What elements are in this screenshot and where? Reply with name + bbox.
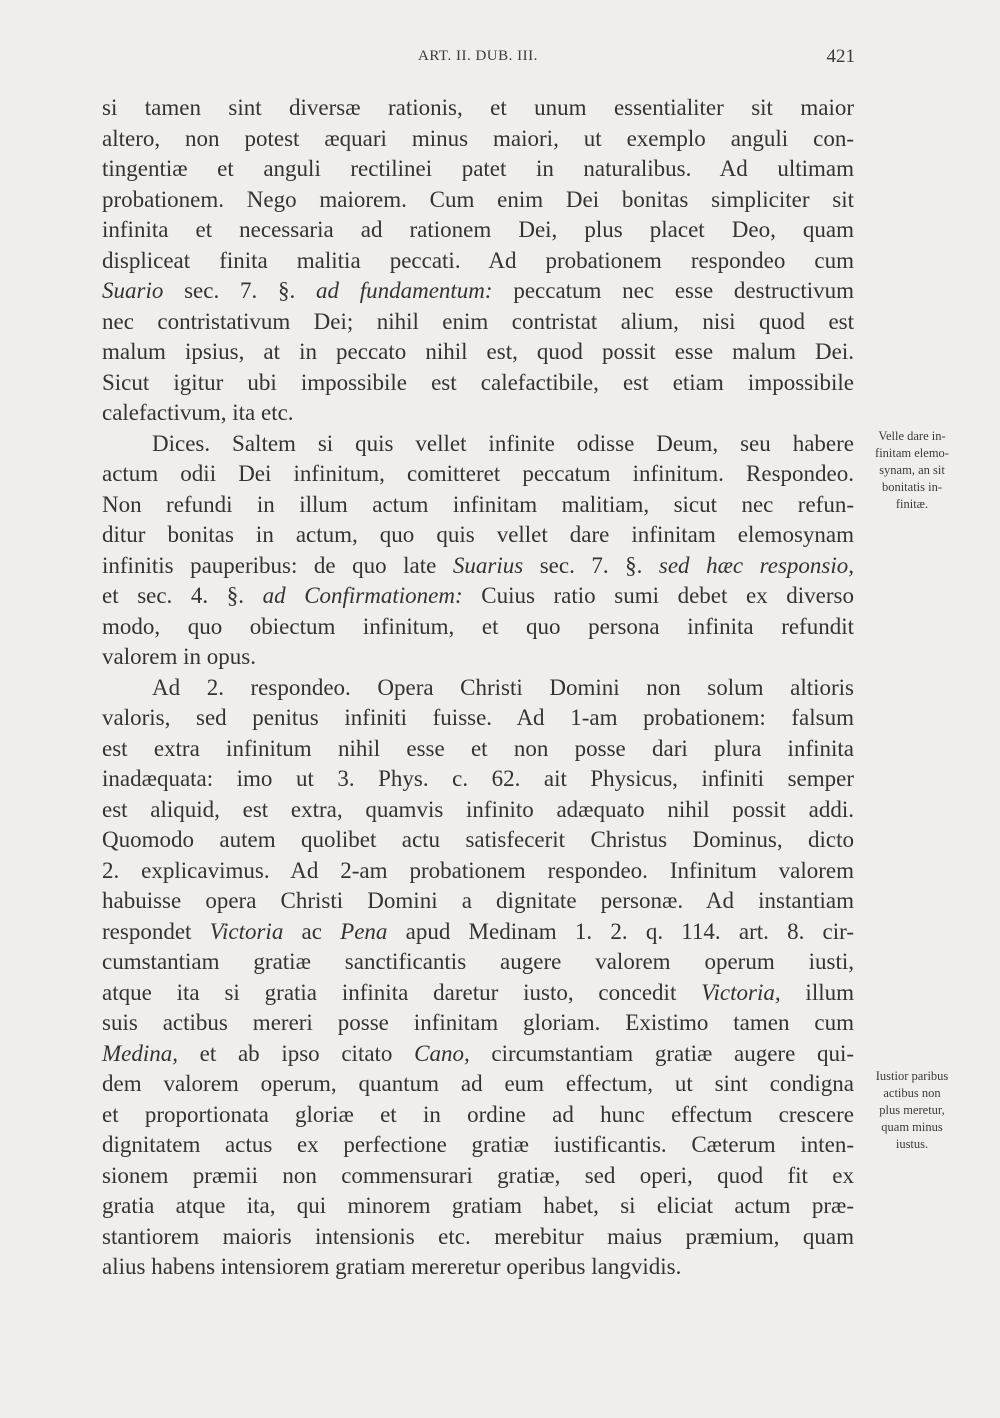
margin-note-line: plus meretur,	[879, 1103, 945, 1117]
margin-note-line: finitæ.	[895, 497, 929, 511]
text-line: inadæquata: imo ut 3. Phys. c. 62. ait Physicus, infiniti semper	[102, 766, 854, 791]
text-line: infinita et necessaria ad rationem Dei, plus placet Deo, quam	[102, 217, 854, 242]
margin-note-line: finitam elemo-	[875, 446, 949, 460]
text-line: et proportionata gloriæ et in ordine ad hunc effectum crescere	[102, 1101, 854, 1127]
italic-citation: Suario	[102, 278, 164, 303]
text-line: Ad 2. respondeo. Opera Christi Domini non solum altioris	[152, 674, 854, 700]
text-line: alius habens intensiorem gratiam mereretur operibus langvidis.	[102, 1254, 682, 1279]
margin-note-line: iustus.	[895, 1137, 929, 1151]
text-line: calefactivum, ita etc.	[102, 400, 294, 425]
running-header	[100, 48, 855, 72]
italic-citation: Victoria,	[701, 979, 781, 1005]
text-segment: et ab ipso citato	[178, 1040, 415, 1066]
text-line: nec contristativum Dei; nihil enim contristat alium, nisi quod est	[102, 308, 854, 334]
text-line	[102, 978, 854, 1009]
text-segment: atque ita si gratia infinita daretur iusto, concedit	[102, 979, 702, 1005]
text-segment: circumstantiam gratiæ augere qui-	[469, 1040, 854, 1066]
text-line: 2. explicavimus. Ad 2-am probationem respondeo. Infinitum valorem	[102, 857, 854, 883]
margin-note-velle-dare	[858, 428, 966, 513]
text-segment: Cuius ratio sumi debet ex diverso	[462, 583, 854, 608]
text-line: si tamen sint diversæ rationis, et unum essentialiter sit maior	[102, 95, 854, 120]
text-line: probationem. Nego maiorem. Cum enim Dei bonitas simpliciter sit	[102, 186, 854, 212]
text-line: stantiorem maioris intensionis etc. merebitur maius præmium, quam	[102, 1223, 854, 1249]
text-line	[102, 917, 854, 948]
italic-citation: Victoria	[209, 918, 284, 944]
text-line: altero, non potest æquari minus maiori, ut exemplo anguli con-	[102, 125, 854, 151]
text-segment: illum	[780, 979, 854, 1005]
text-line: dignitatem actus ex perfectione gratiæ iustificantis. Cæterum inten-	[102, 1132, 854, 1157]
body-text	[102, 93, 854, 1283]
margin-note-line: Velle dare in-	[878, 429, 946, 443]
text-line: valoris, sed penitus infiniti fuisse. Ad 1-am probationem: falsum	[102, 705, 854, 730]
text-line: est aliquid, est extra, quamvis infinito adæquato nihil possit addi.	[102, 796, 854, 822]
text-line: suis actibus mereri posse infinitam gloriam. Existimo tamen cum	[102, 1010, 854, 1035]
margin-note-line: bonitatis in-	[881, 480, 943, 494]
text-line	[102, 551, 854, 582]
text-line: tingentiæ et anguli rectilinei patet in naturalibus. Ad ultimam	[102, 156, 854, 181]
italic-citation: ad Confirmationem:	[262, 583, 463, 608]
italic-citation: Suarius	[452, 552, 524, 578]
text-line: Dices. Saltem si quis vellet infinite odisse Deum, seu habere	[152, 430, 854, 456]
italic-citation: Medina,	[102, 1040, 179, 1066]
running-head: ART. II. DUB. III.	[418, 48, 538, 64]
italic-citation: sed hæc responsio,	[658, 552, 854, 578]
text-line: ditur bonitas in actum, quo quis vellet dare infinitam elemosynam	[102, 522, 854, 547]
text-line	[102, 276, 854, 307]
text-line: malum ipsius, at in peccato nihil est, quod possit esse malum Dei.	[102, 339, 854, 364]
text-line: displiceat finita malitia peccati. Ad probationem respondeo cum	[102, 247, 854, 273]
margin-note-line: quam minus	[881, 1120, 943, 1134]
text-line: modo, quo obiectum infinitum, et quo persona infinita refundit	[102, 613, 854, 639]
text-line: dem valorem operum, quantum ad eum effectum, ut sint condigna	[102, 1071, 854, 1096]
text-line: sionem præmii non commensurari gratiæ, sed operi, quod fit ex	[102, 1162, 854, 1188]
text-segment: ac	[283, 918, 341, 944]
text-segment: et sec. 4. §.	[102, 583, 263, 608]
italic-citation: ad fundamentum:	[315, 278, 493, 303]
text-line: gratia atque ita, qui minorem gratiam habet, si eliciat actum præ-	[102, 1193, 854, 1218]
text-line: est extra infinitum nihil esse et non posse dari plura infinita	[102, 735, 854, 761]
text-segment: sec. 7. §.	[163, 278, 316, 303]
margin-note-line: synam, an sit	[879, 463, 945, 477]
text-segment: infinitis pauperibus: de quo late	[102, 552, 453, 578]
text-line	[102, 581, 854, 612]
text-segment: sec. 7. §.	[523, 552, 659, 578]
italic-citation: Cano,	[414, 1040, 470, 1066]
text-segment: apud Medinam 1. 2. q. 114. art. 8. cir-	[387, 918, 855, 944]
margin-note-line: Iustior paribus	[875, 1069, 949, 1083]
margin-note-line: actibus non	[883, 1086, 941, 1100]
text-line: Quomodo autem quolibet actu satisfecerit Christus Dominus, dicto	[102, 827, 854, 852]
margin-note-iustior-paribus	[858, 1068, 966, 1153]
text-line: actum odii Dei infinitum, comitteret peccatum infinitum. Respondeo.	[102, 461, 854, 486]
page-number: 421	[826, 46, 855, 67]
italic-citation: Pena	[340, 918, 388, 944]
text-line: Sicut igitur ubi impossibile est calefactibile, est etiam impossibile	[102, 369, 854, 395]
text-segment: peccatum nec esse destructivum	[492, 278, 855, 303]
text-line: Non refundi in illum actum infinitam malitiam, sicut nec refun-	[102, 491, 854, 517]
text-line: cumstantiam gratiæ sanctificantis augere valorem operum iusti,	[102, 949, 854, 974]
text-line: valorem in opus.	[102, 644, 256, 669]
text-segment: respondet	[102, 918, 210, 944]
text-line	[102, 1039, 854, 1070]
text-line: habuisse opera Christi Domini a dignitate personæ. Ad instantiam	[102, 888, 854, 913]
